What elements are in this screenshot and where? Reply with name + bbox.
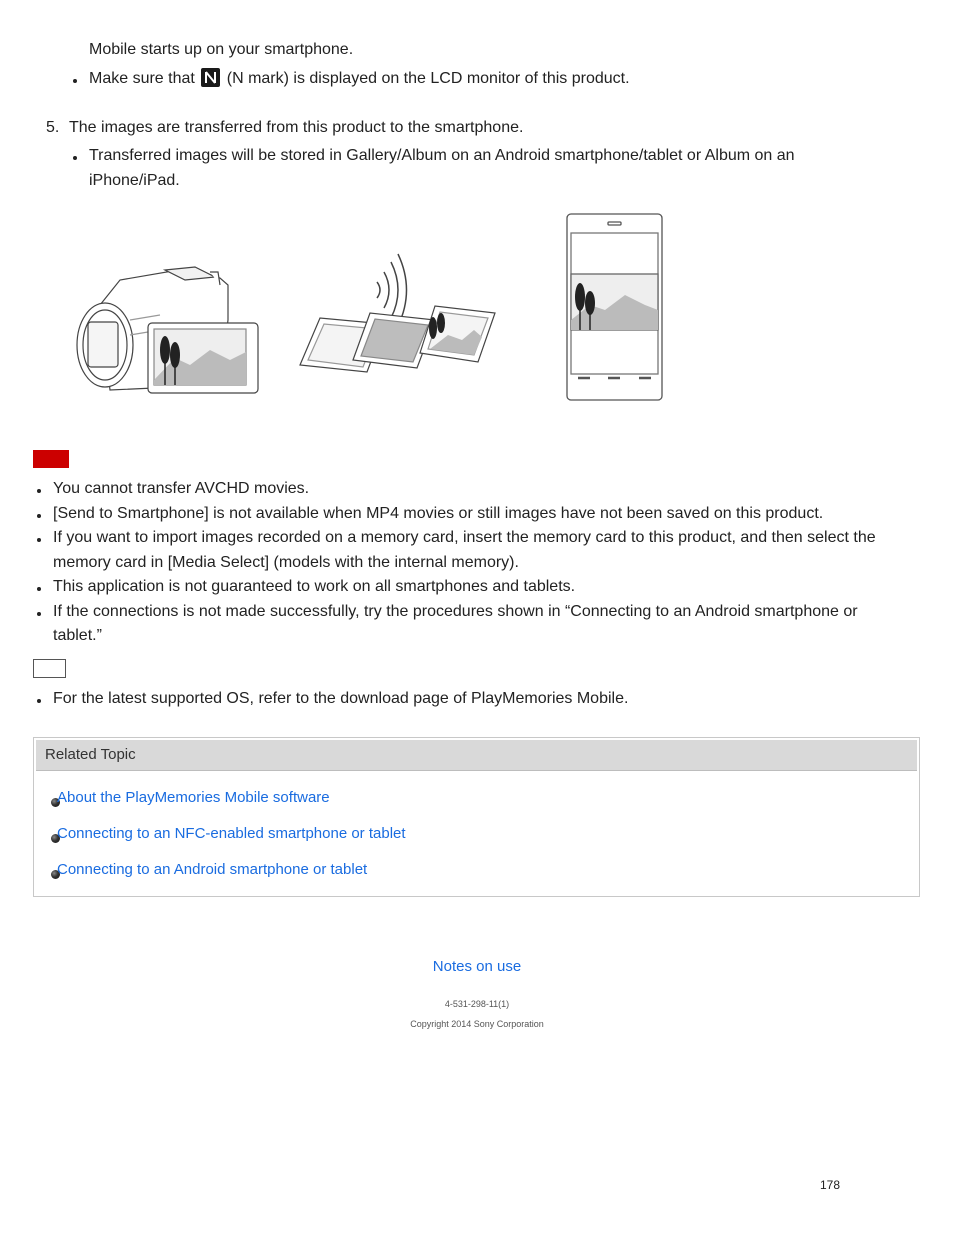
nmark-instruction <box>89 67 630 91</box>
note-item-3-line2: memory card in [Media Select] (models with the internal memory). <box>53 554 519 571</box>
nmark-text-after: (N mark) is displayed on the LCD monitor of this product. <box>226 70 630 87</box>
smartphone-icon <box>567 214 662 400</box>
hint-item: For the latest supported OS, refer to the download page of PlayMemories Mobile. <box>53 690 629 707</box>
note-item-1: You cannot transfer AVCHD movies. <box>53 480 310 497</box>
related-link-label[interactable]: Connecting to an NFC-enabled smartphone or tablet <box>57 825 406 842</box>
bullet <box>37 699 41 703</box>
note-item-4: This application is not guaranteed to work on all smartphones and tablets. <box>53 578 576 595</box>
document-id: 4-531-298-11(1) <box>444 999 510 1009</box>
step-number: 5. <box>46 119 60 136</box>
bullet <box>37 489 41 493</box>
hint-badge <box>33 659 66 678</box>
step-5-bullet-line1: Transferred images will be stored in Gallery/Album on an Android smartphone/tablet or Album on an <box>89 147 795 164</box>
note-item-5-line2: tablet.” <box>53 627 102 644</box>
camcorder-icon <box>77 267 258 393</box>
page-number: 178 <box>820 1178 841 1192</box>
related-link-label[interactable]: About the PlayMemories Mobile software <box>57 789 330 806</box>
bullet <box>37 514 41 518</box>
step-5-bullet-line2: iPhone/iPad. <box>89 172 180 189</box>
bullet <box>73 156 77 160</box>
photo-stack-icon <box>300 306 495 372</box>
bullet <box>37 612 41 616</box>
bullet <box>37 538 41 542</box>
note-item-2: [Send to Smartphone] is not available when MP4 movies or still images have not been saved on this product. <box>53 505 824 522</box>
bullet <box>37 587 41 591</box>
bullet <box>73 79 77 83</box>
n-mark-icon <box>201 68 220 87</box>
related-topic-box <box>33 737 920 897</box>
note-item-5-line1: If the connections is not made successfully, try the procedures shown in “Connecting to an Android smartphone or <box>53 603 858 620</box>
continuation-text: Mobile starts up on your smartphone. <box>89 41 354 58</box>
notes-on-use-link[interactable]: Notes on use <box>432 958 522 975</box>
nmark-text-before: Make sure that <box>89 70 195 87</box>
transfer-illustration <box>70 210 670 405</box>
related-topic-title: Related Topic <box>36 740 917 771</box>
copyright: Copyright 2014 Sony Corporation <box>410 1019 544 1029</box>
note-item-3-line1: If you want to import images recorded on a memory card, insert the memory card to this product, and then select the <box>53 529 876 546</box>
step-5-text: The images are transferred from this product to the smartphone. <box>69 119 524 136</box>
note-badge <box>33 450 69 468</box>
related-link-label[interactable]: Connecting to an Android smartphone or tablet <box>57 861 368 878</box>
